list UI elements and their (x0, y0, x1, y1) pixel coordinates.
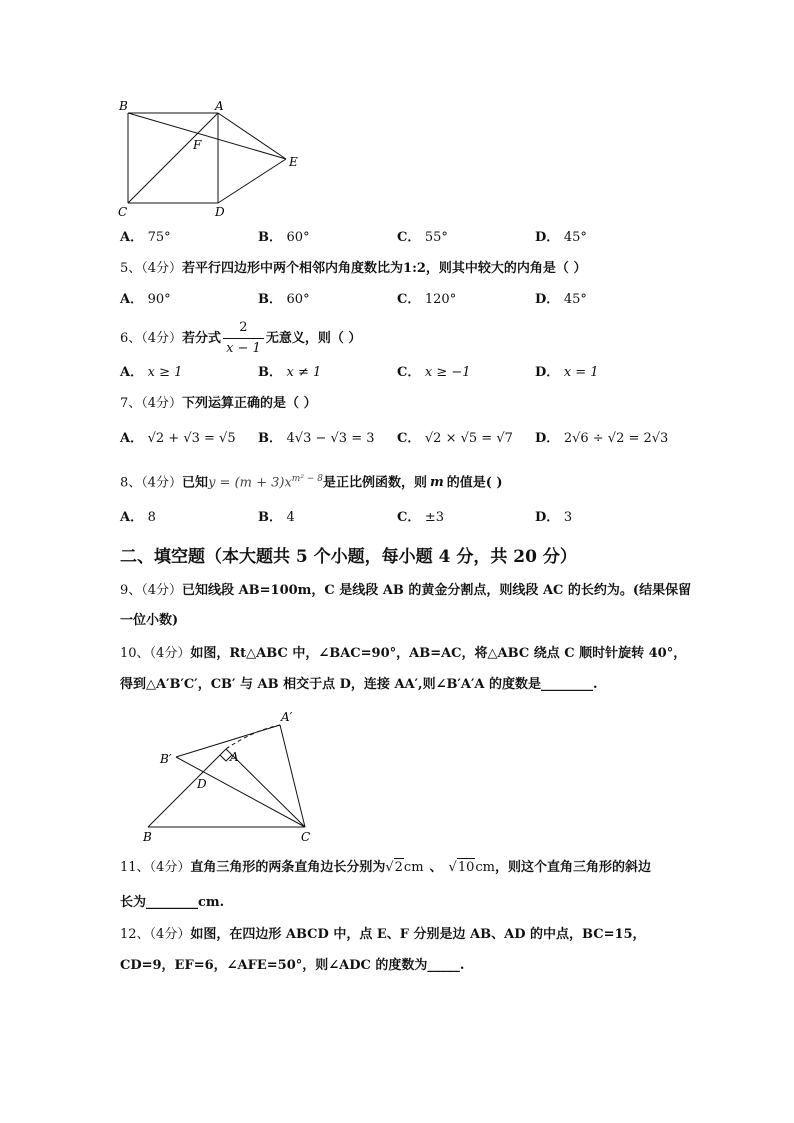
fig2-label-a-prime: A′ (281, 710, 293, 724)
q8-option-a: A． 8 (120, 510, 156, 525)
fig2-segment-b1c (176, 757, 305, 827)
fig1-label-f: F (193, 138, 202, 152)
fig1-label-c: C (118, 205, 128, 219)
question-11-line-1: 11、（4分）直角三角形的两条直角边长分别为√2cm 、 √10cm，则这个直角三角形的斜边 (120, 860, 652, 875)
q6-option-a: A． x ≥ 1 (120, 365, 183, 380)
fig1-label-d: D (215, 205, 225, 219)
fig2-label-c: C (301, 830, 311, 844)
q6-option-c: C． x ≥ −1 (397, 365, 471, 380)
figure-square-triangle (110, 95, 310, 225)
fig2-dashed-arc (226, 725, 280, 749)
q5-option-a: A． 90° (120, 292, 171, 307)
q8-option-d: D． 3 (535, 510, 573, 525)
q8-exponent: m² − 8 (291, 474, 323, 484)
fig2-label-b: B (143, 830, 152, 844)
question-10-line-2: 得到△A′B′C′，CB′ 与 AB 相交于点 D，连接 AA′,则∠B′A′A 的度数是________. (120, 677, 598, 692)
q5-option-b: B． 60° (258, 292, 310, 307)
fig2-label-d: D (197, 777, 207, 791)
q5-option-c: C． 120° (397, 292, 457, 307)
question-11-line-2: 长为________cm. (120, 895, 225, 910)
fig1-segment-de (218, 159, 286, 203)
q7-option-d: D． 2√6 ÷ √2 = 2√3 (535, 431, 669, 446)
fig1-segment-be (128, 113, 286, 159)
fig1-label-a: A (215, 99, 224, 113)
q4-option-a: A． 75° (120, 230, 171, 245)
q8-option-b: B． 4 (258, 510, 295, 525)
q8-option-c: C． ±3 (397, 510, 445, 525)
fig2-label-b-prime: B′ (160, 752, 172, 766)
question-9-line-1: 9、（4分）已知线段 AB=100m，C 是线段 AB 的黄金分割点，则线段 AC 的长约为。(结果保留 (120, 583, 692, 598)
question-7: 7、（4分）下列运算正确的是（ ） (120, 396, 317, 411)
q7-option-c: C． √2 × √5 = √7 (397, 431, 513, 446)
question-8: 8、（4分）已知$y = (m + 3)x^{m^2 - 8}$是正比例函数，则 m 的值是( ) (120, 474, 503, 491)
q4-option-b: B． 60° (258, 230, 310, 245)
question-5: 5、（4分）若平行四边形中两个相邻内角度数比为1:2，则其中较大的内角是（ ） (120, 261, 587, 276)
question-10-line-1: 10、（4分）如图，Rt△ABC 中，∠BAC=90°，AB=AC，将△ABC 绕点 C 顺时针旋转 40°， (120, 646, 687, 661)
question-12-line-2: CD=9，EF=6，∠AFE=50°，则∠ADC 的度数为_____. (120, 958, 465, 973)
q6-option-d: D． x = 1 (535, 365, 599, 380)
question-6: 6、（4分）若分式 $\frac{2}{x - 1}$ 无意义，则（ ） (120, 318, 361, 359)
q5-option-d: D． 45° (535, 292, 587, 307)
section-2-title: 二、填空题（本大题共 5 个小题，每小题 4 分，共 20 分） (120, 547, 577, 567)
question-12-line-1: 12、（4分）如图，在四边形 ABCD 中，点 E、F 分别是边 AB、AD 的中点，BC=15， (120, 927, 646, 942)
fig2-segment-a1c (280, 725, 305, 827)
fig1-segment-ae (218, 113, 286, 159)
q6-option-b: B． x ≠ 1 (258, 365, 322, 380)
fig2-label-a: A (230, 750, 239, 764)
q7-option-b: B． 4√3 − √3 = 3 (258, 431, 375, 446)
q8-formula: y = (m + 3)x (208, 475, 292, 491)
fig1-label-e: E (289, 155, 298, 169)
q4-option-d: D． 45° (535, 230, 587, 245)
figure-rotated-triangle (140, 705, 330, 845)
question-9-line-2: 一位小数) (120, 613, 179, 628)
q7-option-a: A． √2 + √3 = √5 (120, 431, 236, 446)
q4-option-c: C． 55° (397, 230, 448, 245)
q6-fraction: $\frac{2}{x - 1}$ (223, 318, 264, 359)
fig1-label-b: B (119, 99, 128, 113)
